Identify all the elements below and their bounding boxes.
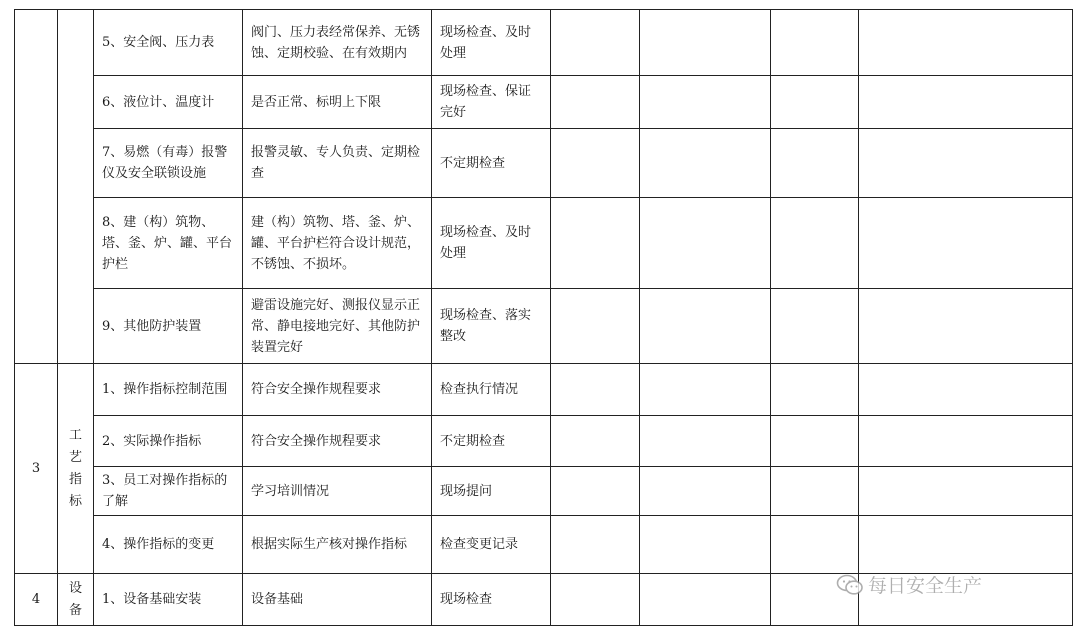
table-row [15, 416, 1073, 467]
standard-cell: 报警灵敏、专人负责、定期检查 [243, 129, 432, 198]
empty-cell [859, 416, 1073, 467]
table-row [15, 467, 1073, 516]
category-cell [58, 10, 94, 364]
category-label: 设备 [68, 580, 82, 618]
method-cell: 不定期检查 [432, 416, 551, 467]
empty-cell [551, 364, 640, 416]
standard-cell: 是否正常、标明上下限 [243, 76, 432, 129]
empty-cell [859, 364, 1073, 416]
table-row [15, 76, 1073, 129]
table-row [15, 10, 1073, 76]
empty-cell [640, 516, 771, 574]
method-cell: 现场检查、保证完好 [432, 76, 551, 129]
method-cell: 检查变更记录 [432, 516, 551, 574]
empty-cell [859, 289, 1073, 364]
item-cell: 2、实际操作指标 [94, 416, 243, 467]
empty-cell [551, 289, 640, 364]
item-cell: 1、操作指标控制范围 [94, 364, 243, 416]
empty-cell [859, 76, 1073, 129]
row-number-cell: 4 [15, 574, 58, 626]
table-row [15, 129, 1073, 198]
standard-cell: 学习培训情况 [243, 467, 432, 516]
empty-cell [640, 574, 771, 626]
wechat-icon [836, 574, 864, 596]
item-cell: 7、易燃（有毒）报警仪及安全联锁设施 [94, 129, 243, 198]
empty-cell [551, 198, 640, 289]
empty-cell [859, 516, 1073, 574]
empty-cell [859, 198, 1073, 289]
standard-cell: 建（构）筑物、塔、釜、炉、罐、平台护栏符合设计规范，不锈蚀、不损坏。 [243, 198, 432, 289]
empty-cell [859, 129, 1073, 198]
standard-cell: 符合安全操作规程要求 [243, 364, 432, 416]
item-cell: 9、其他防护装置 [94, 289, 243, 364]
item-cell: 4、操作指标的变更 [94, 516, 243, 574]
empty-cell [640, 364, 771, 416]
empty-cell [771, 416, 859, 467]
watermark [836, 571, 982, 598]
row-number-cell: 3 [15, 364, 58, 574]
standard-cell: 阀门、压力表经常保养、无锈蚀、定期校验、在有效期内 [243, 10, 432, 76]
standard-cell: 避雷设施完好、测报仪显示正常、静电接地完好、其他防护装置完好 [243, 289, 432, 364]
item-cell: 6、液位计、温度计 [94, 76, 243, 129]
empty-cell [640, 289, 771, 364]
empty-cell [551, 129, 640, 198]
empty-cell [551, 76, 640, 129]
table-row [15, 198, 1073, 289]
category-cell [58, 574, 94, 626]
empty-cell [771, 76, 859, 129]
table-row [15, 516, 1073, 574]
empty-cell [771, 467, 859, 516]
empty-cell [640, 10, 771, 76]
category-cell [58, 364, 94, 574]
item-cell: 5、安全阀、压力表 [94, 10, 243, 76]
method-cell: 检查执行情况 [432, 364, 551, 416]
method-cell: 现场检查、落实整改 [432, 289, 551, 364]
empty-cell [771, 364, 859, 416]
empty-cell [640, 416, 771, 467]
method-cell: 现场提问 [432, 467, 551, 516]
empty-cell [859, 467, 1073, 516]
category-label: 工艺指标 [68, 427, 82, 509]
empty-cell [640, 198, 771, 289]
standard-cell: 根据实际生产核对操作指标 [243, 516, 432, 574]
standard-cell: 符合安全操作规程要求 [243, 416, 432, 467]
empty-cell [551, 416, 640, 467]
table-row [15, 289, 1073, 364]
method-cell: 不定期检查 [432, 129, 551, 198]
empty-cell [859, 10, 1073, 76]
empty-cell [551, 467, 640, 516]
empty-cell [771, 516, 859, 574]
table-row [15, 364, 1073, 416]
empty-cell [551, 10, 640, 76]
empty-cell [551, 516, 640, 574]
row-number-cell [15, 10, 58, 364]
empty-cell [640, 129, 771, 198]
safety-inspection-table [14, 9, 1073, 626]
empty-cell [551, 574, 640, 626]
method-cell: 现场检查、及时处理 [432, 10, 551, 76]
watermark-text: 每日安全生产 [868, 575, 983, 597]
empty-cell [771, 129, 859, 198]
item-cell: 8、建（构）筑物、塔、釜、炉、罐、平台护栏 [94, 198, 243, 289]
empty-cell [771, 289, 859, 364]
standard-cell: 设备基础 [243, 574, 432, 626]
method-cell: 现场检查 [432, 574, 551, 626]
empty-cell [771, 10, 859, 76]
method-cell: 现场检查、及时处理 [432, 198, 551, 289]
empty-cell [640, 76, 771, 129]
empty-cell [771, 198, 859, 289]
empty-cell [640, 467, 771, 516]
item-cell: 1、设备基础安装 [94, 574, 243, 626]
item-cell: 3、员工对操作指标的了解 [94, 467, 243, 516]
